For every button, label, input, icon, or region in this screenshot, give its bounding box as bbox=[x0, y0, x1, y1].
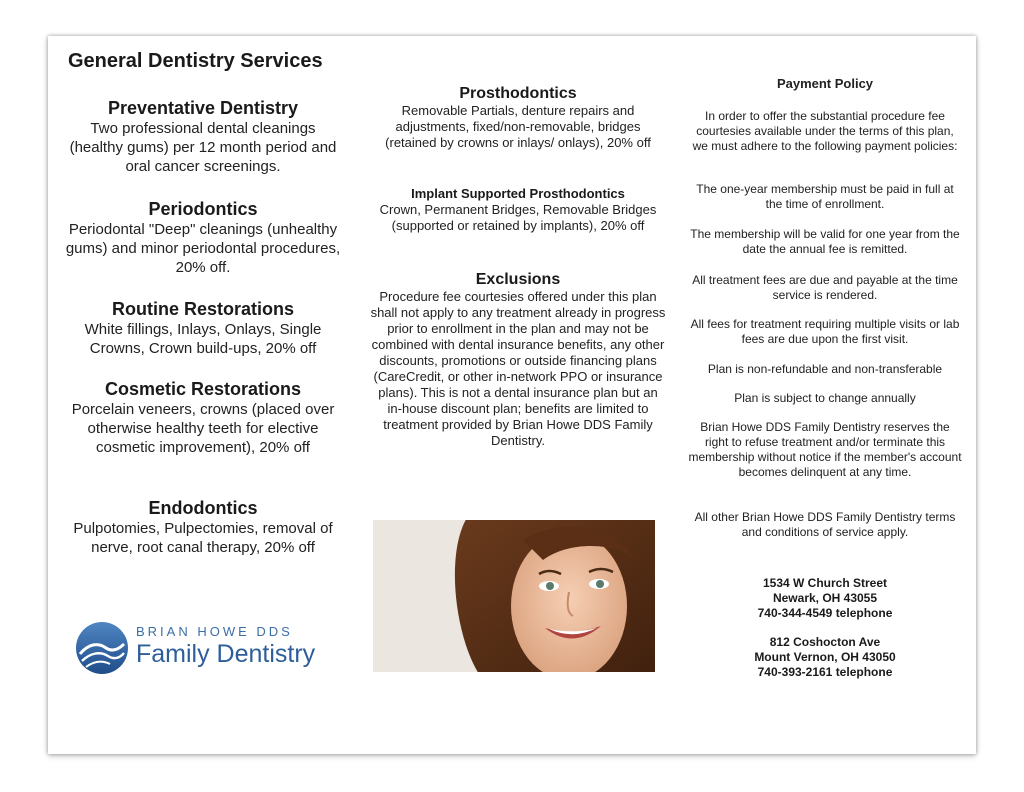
section-heading: Implant Supported Prosthodontics bbox=[411, 186, 625, 201]
section-heading: Exclusions bbox=[475, 271, 561, 288]
section-heading: Prosthodontics bbox=[459, 85, 577, 102]
policy-paragraph bbox=[688, 273, 962, 303]
smiling-woman-photo bbox=[373, 520, 655, 672]
service-periodontics bbox=[64, 199, 342, 277]
service-description: White fillings, Inlays, Onlays, Single Crowns, Crown build-ups, 20% off bbox=[84, 321, 322, 357]
logo-practice-text: Family Dentistry bbox=[136, 640, 316, 668]
exclusions-section bbox=[370, 270, 666, 449]
service-endodontics bbox=[64, 498, 342, 557]
service-cosmetic-restorations bbox=[64, 379, 342, 457]
prosthodontics-section bbox=[370, 84, 666, 151]
policy-text: The membership will be valid for one year from the date the annual fee is remitted. bbox=[690, 227, 960, 256]
service-description: Two professional dental cleanings (healthy gums) per 12 month period and oral cancer screenings. bbox=[69, 120, 337, 175]
policy-text: In order to offer the substantial procedure fee courtesies available under the terms of this plan, we must adhere to the following payment policies: bbox=[692, 109, 958, 153]
policy-paragraph bbox=[688, 510, 962, 540]
policy-paragraph bbox=[688, 420, 962, 480]
page-title: General Dentistry Services bbox=[68, 50, 323, 72]
section-body: Procedure fee courtesies offered under this plan shall not apply to any treatment already in progress prior to enrollment in the plan and may not be combined with dental insurance benefits, any other discounts, promotions or outside financing plans (CareCredit, or other in-network PPO or insurance plans). This is not a dental insurance plan but an in-house discount plan; benefits are limited to treatment provided by Brian Howe DDS Family Dentistry. bbox=[370, 289, 666, 448]
policy-paragraph bbox=[688, 109, 962, 154]
payment-policy-section bbox=[688, 76, 962, 91]
logo-name-text: BRIAN HOWE DDS bbox=[136, 624, 293, 639]
payment-policy-heading: Payment Policy bbox=[776, 76, 874, 91]
policy-text: All other Brian Howe DDS Family Dentistry terms and conditions of service apply. bbox=[694, 510, 956, 539]
service-preventative bbox=[64, 98, 342, 176]
policy-text: Plan is non-refundable and non-transferable bbox=[707, 362, 943, 376]
implant-section bbox=[370, 186, 666, 234]
address-city: Mount Vernon, OH 43050 bbox=[754, 650, 896, 664]
policy-paragraph bbox=[688, 227, 962, 257]
policy-text: Plan is subject to change annually bbox=[734, 391, 916, 405]
service-description: Porcelain veneers, crowns (placed over otherwise healthy teeth for elective cosmetic improvement), 20% off bbox=[71, 401, 335, 456]
policy-paragraph bbox=[688, 317, 962, 347]
portrait-image bbox=[373, 520, 655, 672]
service-heading: Endodontics bbox=[148, 498, 258, 518]
service-heading: Preventative Dentistry bbox=[107, 98, 299, 118]
policy-paragraph bbox=[688, 362, 962, 377]
policy-text: All fees for treatment requiring multiple visits or lab fees are due upon the first visit. bbox=[690, 317, 960, 346]
service-routine-restorations bbox=[64, 299, 342, 358]
service-heading: Periodontics bbox=[148, 199, 258, 219]
address-street: 1534 W Church Street bbox=[762, 576, 888, 590]
address-phone: 740-344-4549 telephone bbox=[757, 606, 893, 620]
policy-text: The one-year membership must be paid in full at the time of enrollment. bbox=[696, 182, 954, 211]
service-heading: Cosmetic Restorations bbox=[104, 379, 302, 399]
service-heading: Routine Restorations bbox=[111, 299, 294, 319]
section-body: Crown, Permanent Bridges, Removable Bridges (supported or retained by implants), 20% off bbox=[379, 202, 657, 233]
address-newark bbox=[688, 576, 962, 621]
logo-wave-icon bbox=[74, 620, 130, 676]
policy-text: Brian Howe DDS Family Dentistry reserves the right to refuse treatment and/or terminate this membership without notice if the member's account becomes delinquent at any time. bbox=[688, 420, 962, 479]
policy-text: All treatment fees are due and payable at the time service is rendered. bbox=[692, 273, 958, 302]
address-phone: 740-393-2161 telephone bbox=[757, 665, 893, 679]
address-street: 812 Coshocton Ave bbox=[769, 635, 881, 649]
section-body: Removable Partials, denture repairs and adjustments, fixed/non-removable, bridges (retained by crowns or inlays/ onlays), 20% off bbox=[385, 103, 651, 150]
service-description: Pulpotomies, Pulpectomies, removal of nerve, root canal therapy, 20% off bbox=[73, 520, 333, 556]
brochure-page bbox=[48, 36, 976, 754]
practice-logo bbox=[74, 620, 334, 676]
policy-paragraph bbox=[688, 182, 962, 212]
policy-paragraph bbox=[688, 391, 962, 406]
service-description: Periodontal "Deep" cleanings (unhealthy gums) and minor periodontal procedures, 20% off. bbox=[65, 221, 341, 276]
address-city: Newark, OH 43055 bbox=[772, 591, 878, 605]
address-mount-vernon bbox=[688, 635, 962, 680]
